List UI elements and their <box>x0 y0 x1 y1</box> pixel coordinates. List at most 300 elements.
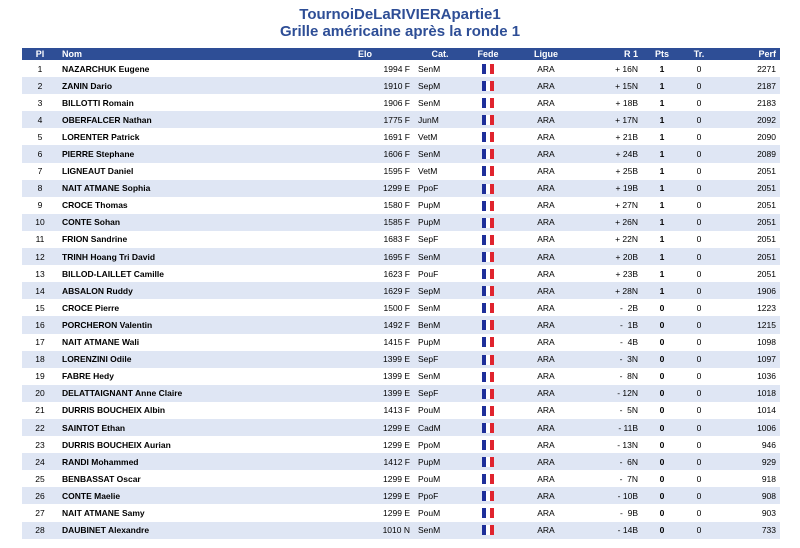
federation-cell <box>466 94 510 111</box>
rank-cell: 25 <box>22 470 58 487</box>
rank-cell: 6 <box>22 145 58 162</box>
points-cell: 0 <box>642 522 682 539</box>
player-name: CONTE Sohan <box>58 214 316 231</box>
table-row <box>22 248 780 265</box>
player-name: DAUBINET Alexandre <box>58 522 316 539</box>
elo-cell: 1413 F <box>316 402 414 419</box>
federation-cell <box>466 248 510 265</box>
category-cell: PpoM <box>414 436 466 453</box>
table-row <box>22 522 780 539</box>
points-cell: 0 <box>642 351 682 368</box>
points-cell: 1 <box>642 231 682 248</box>
elo-cell: 1399 E <box>316 351 414 368</box>
round1-result: - 1B <box>582 316 642 333</box>
tiebreak-cell: 0 <box>682 385 716 402</box>
table-row <box>22 282 780 299</box>
round1-result: + 21B <box>582 128 642 145</box>
league-cell: ARA <box>510 231 582 248</box>
round1-result: + 15N <box>582 77 642 94</box>
league-cell: ARA <box>510 522 582 539</box>
league-cell: ARA <box>510 214 582 231</box>
tiebreak-cell: 0 <box>682 163 716 180</box>
player-name: OBERFALCER Nathan <box>58 111 316 128</box>
player-name: BENBASSAT Oscar <box>58 470 316 487</box>
elo-cell: 1399 E <box>316 368 414 385</box>
federation-cell <box>466 351 510 368</box>
category-cell: VetM <box>414 163 466 180</box>
federation-cell <box>466 385 510 402</box>
french-flag-icon <box>482 491 495 501</box>
points-cell: 1 <box>642 197 682 214</box>
elo-cell: 1623 F <box>316 265 414 282</box>
tiebreak-cell: 0 <box>682 60 716 77</box>
league-cell: ARA <box>510 265 582 282</box>
category-cell: JunM <box>414 111 466 128</box>
performance-cell: 2051 <box>716 248 780 265</box>
tiebreak-cell: 0 <box>682 197 716 214</box>
rank-cell: 13 <box>22 265 58 282</box>
federation-cell <box>466 334 510 351</box>
rank-cell: 16 <box>22 316 58 333</box>
tiebreak-cell: 0 <box>682 231 716 248</box>
points-cell: 1 <box>642 77 682 94</box>
performance-cell: 2187 <box>716 77 780 94</box>
points-cell: 0 <box>642 504 682 521</box>
federation-cell <box>466 436 510 453</box>
elo-cell: 1606 F <box>316 145 414 162</box>
federation-cell <box>466 453 510 470</box>
player-name: CROCE Thomas <box>58 197 316 214</box>
table-row <box>22 197 780 214</box>
league-cell: ARA <box>510 111 582 128</box>
rank-cell: 1 <box>22 60 58 77</box>
french-flag-icon <box>482 286 495 296</box>
tiebreak-cell: 0 <box>682 487 716 504</box>
federation-cell <box>466 368 510 385</box>
league-cell: ARA <box>510 402 582 419</box>
table-row <box>22 385 780 402</box>
table-row <box>22 214 780 231</box>
performance-cell: 1215 <box>716 316 780 333</box>
french-flag-icon <box>482 64 495 74</box>
points-cell: 1 <box>642 60 682 77</box>
french-flag-icon <box>482 406 495 416</box>
player-name: BILLOD-LAILLET Camille <box>58 265 316 282</box>
round1-result: - 14B <box>582 522 642 539</box>
federation-cell <box>466 487 510 504</box>
league-cell: ARA <box>510 180 582 197</box>
federation-cell <box>466 419 510 436</box>
points-cell: 0 <box>642 453 682 470</box>
category-cell: SenM <box>414 299 466 316</box>
performance-cell: 1097 <box>716 351 780 368</box>
round1-result: + 23B <box>582 265 642 282</box>
performance-cell: 1223 <box>716 299 780 316</box>
player-name: LORENTER Patrick <box>58 128 316 145</box>
points-cell: 1 <box>642 111 682 128</box>
federation-cell <box>466 504 510 521</box>
col-header-pts: Pts <box>642 48 682 60</box>
tiebreak-cell: 0 <box>682 94 716 111</box>
table-row <box>22 334 780 351</box>
federation-cell <box>466 299 510 316</box>
french-flag-icon <box>482 337 495 347</box>
table-row <box>22 145 780 162</box>
french-flag-icon <box>482 166 495 176</box>
federation-cell <box>466 180 510 197</box>
player-name: PIERRE Stephane <box>58 145 316 162</box>
category-cell: PpoF <box>414 180 466 197</box>
points-cell: 1 <box>642 214 682 231</box>
points-cell: 0 <box>642 299 682 316</box>
table-row <box>22 402 780 419</box>
round1-result: + 20B <box>582 248 642 265</box>
tiebreak-cell: 0 <box>682 214 716 231</box>
category-cell: PupM <box>414 334 466 351</box>
round1-result: - 8N <box>582 368 642 385</box>
category-cell: SepF <box>414 351 466 368</box>
points-cell: 1 <box>642 128 682 145</box>
federation-cell <box>466 214 510 231</box>
tiebreak-cell: 0 <box>682 368 716 385</box>
federation-cell <box>466 163 510 180</box>
rank-cell: 14 <box>22 282 58 299</box>
league-cell: ARA <box>510 282 582 299</box>
league-cell: ARA <box>510 487 582 504</box>
performance-cell: 946 <box>716 436 780 453</box>
page-header <box>0 0 800 40</box>
federation-cell <box>466 265 510 282</box>
round1-result: + 18B <box>582 94 642 111</box>
player-name: CONTE Maelie <box>58 487 316 504</box>
table-row <box>22 265 780 282</box>
league-cell: ARA <box>510 145 582 162</box>
category-cell: SenM <box>414 368 466 385</box>
player-name: NAIT ATMANE Sophia <box>58 180 316 197</box>
tiebreak-cell: 0 <box>682 128 716 145</box>
col-header-pl: Pl <box>22 48 58 60</box>
rank-cell: 9 <box>22 197 58 214</box>
category-cell: PouF <box>414 265 466 282</box>
round1-result: - 2B <box>582 299 642 316</box>
league-cell: ARA <box>510 453 582 470</box>
performance-cell: 2092 <box>716 111 780 128</box>
tiebreak-cell: 0 <box>682 436 716 453</box>
federation-cell <box>466 111 510 128</box>
player-name: NAIT ATMANE Wali <box>58 334 316 351</box>
points-cell: 1 <box>642 180 682 197</box>
tiebreak-cell: 0 <box>682 265 716 282</box>
performance-cell: 2271 <box>716 60 780 77</box>
performance-cell: 1014 <box>716 402 780 419</box>
french-flag-icon <box>482 98 495 108</box>
table-row <box>22 128 780 145</box>
french-flag-icon <box>482 218 495 228</box>
rank-cell: 15 <box>22 299 58 316</box>
round1-result: - 10B <box>582 487 642 504</box>
elo-cell: 1492 F <box>316 316 414 333</box>
tiebreak-cell: 0 <box>682 282 716 299</box>
col-header-fede: Fede <box>466 48 510 60</box>
league-cell: ARA <box>510 316 582 333</box>
elo-cell: 1994 F <box>316 60 414 77</box>
french-flag-icon <box>482 474 495 484</box>
player-name: ZANIN Dario <box>58 77 316 94</box>
rank-cell: 19 <box>22 368 58 385</box>
federation-cell <box>466 282 510 299</box>
league-cell: ARA <box>510 94 582 111</box>
col-header-tr: Tr. <box>682 48 716 60</box>
rank-cell: 18 <box>22 351 58 368</box>
elo-cell: 1010 N <box>316 522 414 539</box>
round1-result: - 13N <box>582 436 642 453</box>
league-cell: ARA <box>510 299 582 316</box>
federation-cell <box>466 77 510 94</box>
french-flag-icon <box>482 184 495 194</box>
elo-cell: 1299 E <box>316 487 414 504</box>
elo-cell: 1595 F <box>316 163 414 180</box>
player-name: RANDI Mohammed <box>58 453 316 470</box>
player-name: DELATTAIGNANT Anne Claire <box>58 385 316 402</box>
rank-cell: 10 <box>22 214 58 231</box>
col-header-elo: Elo <box>316 48 414 60</box>
league-cell: ARA <box>510 163 582 180</box>
rank-cell: 27 <box>22 504 58 521</box>
performance-cell: 2051 <box>716 163 780 180</box>
federation-cell <box>466 145 510 162</box>
player-name: LIGNEAUT Daniel <box>58 163 316 180</box>
points-cell: 0 <box>642 419 682 436</box>
points-cell: 0 <box>642 470 682 487</box>
col-header-nom: Nom <box>58 48 316 60</box>
rank-cell: 5 <box>22 128 58 145</box>
federation-cell <box>466 128 510 145</box>
league-cell: ARA <box>510 334 582 351</box>
category-cell: PouM <box>414 402 466 419</box>
rank-cell: 26 <box>22 487 58 504</box>
category-cell: PouM <box>414 504 466 521</box>
category-cell: SenM <box>414 145 466 162</box>
tiebreak-cell: 0 <box>682 334 716 351</box>
league-cell: ARA <box>510 470 582 487</box>
player-name: FABRE Hedy <box>58 368 316 385</box>
player-name: DURRIS BOUCHEIX Aurian <box>58 436 316 453</box>
round1-result: + 16N <box>582 60 642 77</box>
player-name: DURRIS BOUCHEIX Albin <box>58 402 316 419</box>
french-flag-icon <box>482 389 495 399</box>
table-row <box>22 316 780 333</box>
elo-cell: 1585 F <box>316 214 414 231</box>
league-cell: ARA <box>510 436 582 453</box>
elo-cell: 1299 E <box>316 180 414 197</box>
table-row <box>22 60 780 77</box>
french-flag-icon <box>482 440 495 450</box>
player-name: ABSALON Ruddy <box>58 282 316 299</box>
table-row <box>22 419 780 436</box>
category-cell: PpoF <box>414 487 466 504</box>
tiebreak-cell: 0 <box>682 248 716 265</box>
french-flag-icon <box>482 355 495 365</box>
table-row <box>22 77 780 94</box>
round1-result: + 25B <box>582 163 642 180</box>
category-cell: SepF <box>414 385 466 402</box>
performance-cell: 2051 <box>716 214 780 231</box>
round1-result: - 9B <box>582 504 642 521</box>
rank-cell: 17 <box>22 334 58 351</box>
elo-cell: 1910 F <box>316 77 414 94</box>
french-flag-icon <box>482 320 495 330</box>
french-flag-icon <box>482 508 495 518</box>
performance-cell: 1018 <box>716 385 780 402</box>
french-flag-icon <box>482 423 495 433</box>
table-row <box>22 368 780 385</box>
category-cell: SepF <box>414 231 466 248</box>
tiebreak-cell: 0 <box>682 180 716 197</box>
tiebreak-cell: 0 <box>682 77 716 94</box>
rank-cell: 7 <box>22 163 58 180</box>
french-flag-icon <box>482 525 495 535</box>
elo-cell: 1415 F <box>316 334 414 351</box>
rank-cell: 11 <box>22 231 58 248</box>
points-cell: 1 <box>642 265 682 282</box>
performance-cell: 733 <box>716 522 780 539</box>
federation-cell <box>466 316 510 333</box>
performance-cell: 903 <box>716 504 780 521</box>
grid-subtitle: Grille américaine après la ronde 1 <box>279 23 521 40</box>
col-header-cat: Cat. <box>414 48 466 60</box>
performance-cell: 1906 <box>716 282 780 299</box>
category-cell: PupM <box>414 214 466 231</box>
performance-cell: 2051 <box>716 197 780 214</box>
elo-cell: 1906 F <box>316 94 414 111</box>
league-cell: ARA <box>510 197 582 214</box>
french-flag-icon <box>482 81 495 91</box>
round1-result: + 17N <box>582 111 642 128</box>
points-cell: 0 <box>642 334 682 351</box>
federation-cell <box>466 231 510 248</box>
table-row <box>22 180 780 197</box>
tiebreak-cell: 0 <box>682 470 716 487</box>
table-row <box>22 351 780 368</box>
tiebreak-cell: 0 <box>682 402 716 419</box>
rank-cell: 4 <box>22 111 58 128</box>
league-cell: ARA <box>510 351 582 368</box>
league-cell: ARA <box>510 419 582 436</box>
round1-result: - 5N <box>582 402 642 419</box>
round1-result: - 12N <box>582 385 642 402</box>
category-cell: SenM <box>414 248 466 265</box>
table-row <box>22 111 780 128</box>
col-header-r1: R 1 <box>582 48 642 60</box>
category-cell: SenM <box>414 60 466 77</box>
french-flag-icon <box>482 149 495 159</box>
elo-cell: 1500 F <box>316 299 414 316</box>
french-flag-icon <box>482 115 495 125</box>
performance-cell: 2051 <box>716 180 780 197</box>
table-row <box>22 94 780 111</box>
performance-cell: 2089 <box>716 145 780 162</box>
round1-result: - 7N <box>582 470 642 487</box>
col-header-perf: Perf <box>716 48 780 60</box>
tiebreak-cell: 0 <box>682 316 716 333</box>
tiebreak-cell: 0 <box>682 299 716 316</box>
rank-cell: 21 <box>22 402 58 419</box>
league-cell: ARA <box>510 77 582 94</box>
elo-cell: 1580 F <box>316 197 414 214</box>
category-cell: PupM <box>414 197 466 214</box>
points-cell: 1 <box>642 145 682 162</box>
league-cell: ARA <box>510 385 582 402</box>
league-cell: ARA <box>510 128 582 145</box>
french-flag-icon <box>482 303 495 313</box>
french-flag-icon <box>482 252 495 262</box>
points-cell: 1 <box>642 94 682 111</box>
elo-cell: 1683 F <box>316 231 414 248</box>
points-cell: 1 <box>642 282 682 299</box>
elo-cell: 1299 E <box>316 470 414 487</box>
performance-cell: 2090 <box>716 128 780 145</box>
round1-result: + 24B <box>582 145 642 162</box>
federation-cell <box>466 522 510 539</box>
player-name: PORCHERON Valentin <box>58 316 316 333</box>
elo-cell: 1299 E <box>316 504 414 521</box>
category-cell: SepM <box>414 282 466 299</box>
tiebreak-cell: 0 <box>682 453 716 470</box>
round1-result: + 26N <box>582 214 642 231</box>
points-cell: 0 <box>642 436 682 453</box>
federation-cell <box>466 402 510 419</box>
player-name: TRINH Hoang Tri David <box>58 248 316 265</box>
performance-cell: 1036 <box>716 368 780 385</box>
category-cell: SepM <box>414 77 466 94</box>
player-name: NAIT ATMANE Samy <box>58 504 316 521</box>
table-row <box>22 504 780 521</box>
category-cell: SenM <box>414 94 466 111</box>
player-name: SAINTOT Ethan <box>58 419 316 436</box>
player-name: FRION Sandrine <box>58 231 316 248</box>
round1-result: - 3N <box>582 351 642 368</box>
player-name: BILLOTTI Romain <box>58 94 316 111</box>
french-flag-icon <box>482 132 495 142</box>
tiebreak-cell: 0 <box>682 504 716 521</box>
player-name: LORENZINI Odile <box>58 351 316 368</box>
league-cell: ARA <box>510 504 582 521</box>
performance-cell: 1006 <box>716 419 780 436</box>
rank-cell: 20 <box>22 385 58 402</box>
french-flag-icon <box>482 269 495 279</box>
elo-cell: 1299 E <box>316 419 414 436</box>
federation-cell <box>466 60 510 77</box>
french-flag-icon <box>482 201 495 211</box>
performance-cell: 2051 <box>716 265 780 282</box>
category-cell: PouM <box>414 470 466 487</box>
rank-cell: 12 <box>22 248 58 265</box>
table-row <box>22 299 780 316</box>
category-cell: PupM <box>414 453 466 470</box>
points-cell: 0 <box>642 368 682 385</box>
federation-cell <box>466 197 510 214</box>
table-row <box>22 231 780 248</box>
performance-cell: 908 <box>716 487 780 504</box>
standings-table <box>22 48 780 539</box>
points-cell: 1 <box>642 248 682 265</box>
category-cell: BenM <box>414 316 466 333</box>
rank-cell: 8 <box>22 180 58 197</box>
elo-cell: 1399 E <box>316 385 414 402</box>
performance-cell: 918 <box>716 470 780 487</box>
elo-cell: 1691 F <box>316 128 414 145</box>
federation-cell <box>466 470 510 487</box>
